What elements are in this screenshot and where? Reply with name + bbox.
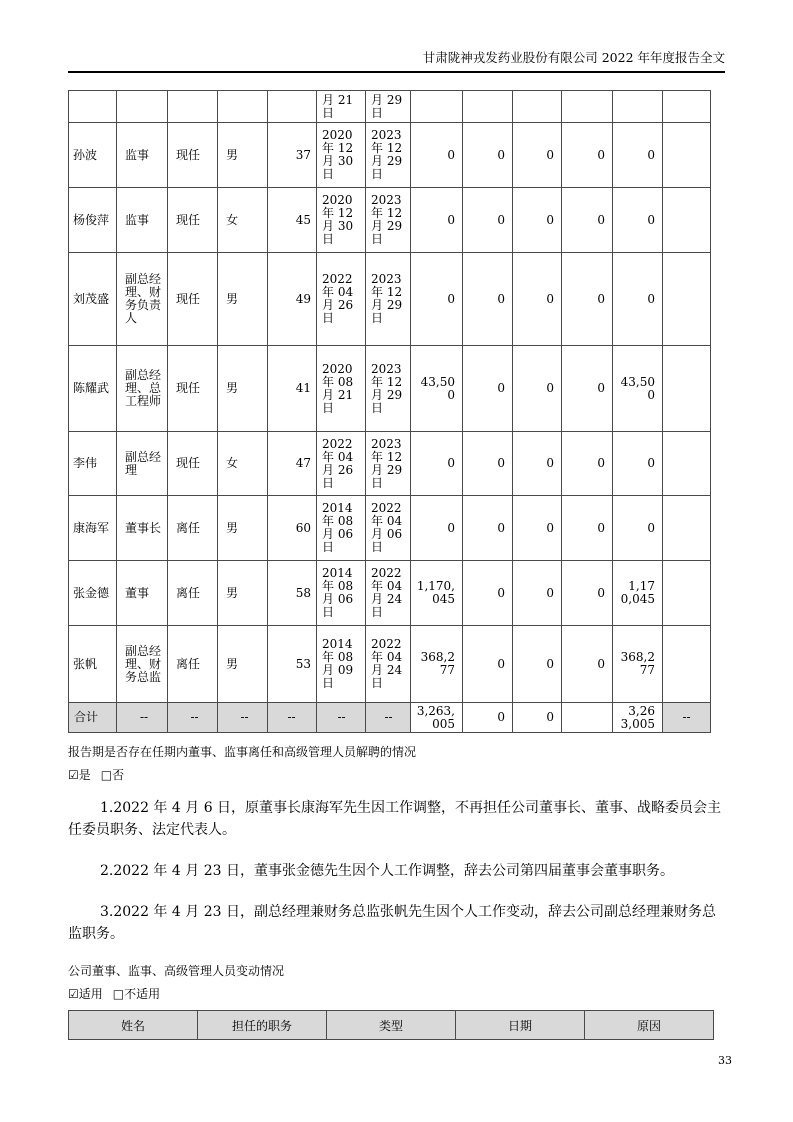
cell: 现任 [168, 253, 218, 346]
cell [117, 91, 168, 123]
departure-yes-label: 是 [78, 768, 91, 782]
cell: 男 [218, 496, 268, 561]
cell: 0 [463, 496, 513, 561]
cell: 0 [513, 346, 562, 432]
cell: 0 [562, 626, 613, 703]
officer-name-cell: 张金德 [69, 561, 117, 626]
table-row [69, 123, 711, 188]
cell: 0 [613, 496, 663, 561]
cell: 监事 [117, 188, 168, 253]
cell [463, 91, 513, 123]
cell: 0 [411, 188, 463, 253]
cell: -- [218, 703, 268, 733]
cell: 男 [218, 626, 268, 703]
cell: 0 [513, 123, 562, 188]
cell: 董事长 [117, 496, 168, 561]
cell: 2014 年 08 月 06 日 [317, 561, 366, 626]
total-label-cell: 合计 [69, 703, 117, 733]
cell: 2023 年 12 月 29 日 [366, 123, 411, 188]
cell: 副总经理 [117, 432, 168, 496]
column-header: 姓名 [69, 1011, 198, 1040]
table-row [69, 432, 711, 496]
cell: 0 [562, 123, 613, 188]
cell: 0 [463, 123, 513, 188]
table-row-continuation [69, 91, 711, 123]
cell: 2014 年 08 月 06 日 [317, 496, 366, 561]
cell [663, 253, 711, 346]
cell [513, 91, 562, 123]
officer-name-cell: 杨俊萍 [69, 188, 117, 253]
table-row [69, 346, 711, 432]
cell: 离任 [168, 626, 218, 703]
officer-name-cell: 李伟 [69, 432, 117, 496]
cell: 0 [613, 432, 663, 496]
cell: 0 [411, 253, 463, 346]
cell: 0 [513, 496, 562, 561]
cell: 现任 [168, 432, 218, 496]
officers-shareholding-table [68, 90, 711, 733]
cell: 1,170,045 [613, 561, 663, 626]
cell: 2023 年 12 月 29 日 [366, 253, 411, 346]
cell: -- [317, 703, 366, 733]
cell: 2022 年 04 月 26 日 [317, 432, 366, 496]
cell [168, 91, 218, 123]
cell: 副总经理、总工程师 [117, 346, 168, 432]
table-row [69, 561, 711, 626]
cell: 1,170,045 [411, 561, 463, 626]
table-row [69, 253, 711, 346]
cell: 0 [562, 188, 613, 253]
checked-checkbox-icon: ☑ [68, 987, 79, 1001]
cell: 0 [513, 561, 562, 626]
departure-no-label: 否 [112, 768, 125, 782]
cell: 2023 年 12 月 29 日 [366, 432, 411, 496]
cell: 0 [411, 496, 463, 561]
cell: 53 [268, 626, 317, 703]
cell: 离任 [168, 561, 218, 626]
cell: 0 [463, 626, 513, 703]
cell [613, 91, 663, 123]
cell: 368,277 [613, 626, 663, 703]
cell: 董事 [117, 561, 168, 626]
cell: -- [663, 703, 711, 733]
changes-section-title: 公司董事、监事、高级管理人员变动情况 [68, 964, 285, 978]
cell: 现任 [168, 346, 218, 432]
cell: 58 [268, 561, 317, 626]
changes-applicability [68, 986, 725, 1002]
cell: 监事 [117, 123, 168, 188]
cell: 2023 年 12 月 29 日 [366, 346, 411, 432]
cell: 副总经理、财务总监 [117, 626, 168, 703]
cell: -- [268, 703, 317, 733]
cell: 0 [562, 496, 613, 561]
cell [562, 703, 613, 733]
header-divider [68, 71, 725, 73]
column-header: 担任的职务 [198, 1011, 327, 1040]
cell: 离任 [168, 496, 218, 561]
cell [663, 561, 711, 626]
officer-name-cell: 陈耀武 [69, 346, 117, 432]
officer-name-cell: 孙波 [69, 123, 117, 188]
officer-name-cell: 康海军 [69, 496, 117, 561]
column-header: 日期 [456, 1011, 585, 1040]
unchecked-checkbox-icon: □ [112, 987, 125, 1001]
cell: 0 [613, 123, 663, 188]
cell: 368,277 [411, 626, 463, 703]
cell: 男 [218, 253, 268, 346]
paragraph-1: 1.2022 年 4 月 6 日，原董事长康海军先生因工作调整，不再担任公司董事长、董事、战略委员会主任委员职务、法定代表人。 [68, 800, 722, 838]
cell: 2020 年 12 月 30 日 [317, 188, 366, 253]
cell: 男 [218, 346, 268, 432]
cell [663, 346, 711, 432]
cell: 43,500 [411, 346, 463, 432]
departure-answer [68, 767, 725, 783]
applicable-label: 适用 [78, 987, 103, 1001]
cell: 0 [562, 432, 613, 496]
cell [663, 432, 711, 496]
cell [663, 496, 711, 561]
cell: 2022 年 04 月 24 日 [366, 626, 411, 703]
column-header: 原因 [585, 1011, 714, 1040]
cell: 0 [513, 626, 562, 703]
cell: 0 [463, 561, 513, 626]
table-row [69, 496, 711, 561]
document-header-title: 甘肃陇神戎发药业股份有限公司 2022 年年度报告全文 [422, 50, 725, 65]
cell: 男 [218, 123, 268, 188]
cell: 现任 [168, 188, 218, 253]
cell: 副总经理、财务负责人 [117, 253, 168, 346]
cell: 60 [268, 496, 317, 561]
cell: 0 [463, 188, 513, 253]
cell: 47 [268, 432, 317, 496]
changes-table [68, 1010, 714, 1040]
paragraph-2: 2.2022 年 4 月 23 日，董事张金德先生因个人工作调整，辞去公司第四届董事会董事职务。 [100, 863, 674, 879]
table-row [69, 188, 711, 253]
cell: 0 [463, 703, 513, 733]
page-number: 33 [718, 1054, 732, 1067]
officer-name-cell: 张帆 [69, 626, 117, 703]
cell: 2020 年 08 月 21 日 [317, 346, 366, 432]
cell [663, 188, 711, 253]
cell: 0 [562, 561, 613, 626]
cell: 0 [562, 346, 613, 432]
not-applicable-label: 不适用 [124, 987, 161, 1001]
cell [663, 626, 711, 703]
cell: 3,263,005 [613, 703, 663, 733]
cell: 0 [513, 253, 562, 346]
cell: 0 [613, 253, 663, 346]
cell: -- [366, 703, 411, 733]
cell: 女 [218, 188, 268, 253]
cell: 41 [268, 346, 317, 432]
cell: 0 [562, 253, 613, 346]
cell [218, 91, 268, 123]
cell: 0 [411, 432, 463, 496]
cell: 2022 年 04 月 24 日 [366, 561, 411, 626]
cell: 2023 年 12 月 29 日 [366, 188, 411, 253]
cell: 月 21 日 [317, 91, 366, 123]
cell [562, 91, 613, 123]
cell: 2022 年 04 月 06 日 [366, 496, 411, 561]
cell: 月 29 日 [366, 91, 411, 123]
cell: 男 [218, 561, 268, 626]
cell [411, 91, 463, 123]
officer-name-cell [69, 91, 117, 123]
cell [663, 91, 711, 123]
cell: 43,500 [613, 346, 663, 432]
cell: 2020 年 12 月 30 日 [317, 123, 366, 188]
cell [663, 123, 711, 188]
table-row [69, 626, 711, 703]
cell: 3,263,005 [411, 703, 463, 733]
cell: 45 [268, 188, 317, 253]
unchecked-checkbox-icon: □ [100, 768, 113, 782]
cell: 现任 [168, 123, 218, 188]
cell: 0 [463, 432, 513, 496]
cell: 37 [268, 123, 317, 188]
paragraph-3: 3.2022 年 4 月 23 日，副总经理兼财务总监张帆先生因个人工作变动，辞去公司副总经理兼财务总监职务。 [68, 904, 716, 942]
checked-checkbox-icon: ☑ [68, 768, 79, 782]
column-header: 类型 [327, 1011, 456, 1040]
cell: 0 [411, 123, 463, 188]
cell [268, 91, 317, 123]
cell: 0 [513, 432, 562, 496]
cell: 0 [513, 188, 562, 253]
cell: 0 [613, 188, 663, 253]
officer-name-cell: 刘茂盛 [69, 253, 117, 346]
cell: 女 [218, 432, 268, 496]
cell: 2022 年 04 月 26 日 [317, 253, 366, 346]
cell: 0 [463, 253, 513, 346]
cell: -- [168, 703, 218, 733]
cell: 49 [268, 253, 317, 346]
cell: -- [117, 703, 168, 733]
departure-question: 报告期是否存在任期内董事、监事离任和高级管理人员解聘的情况 [68, 745, 417, 759]
cell: 2014 年 08 月 09 日 [317, 626, 366, 703]
table-total-row [69, 703, 711, 733]
changes-header-row [69, 1011, 714, 1040]
cell: 0 [463, 346, 513, 432]
cell: 0 [513, 703, 562, 733]
